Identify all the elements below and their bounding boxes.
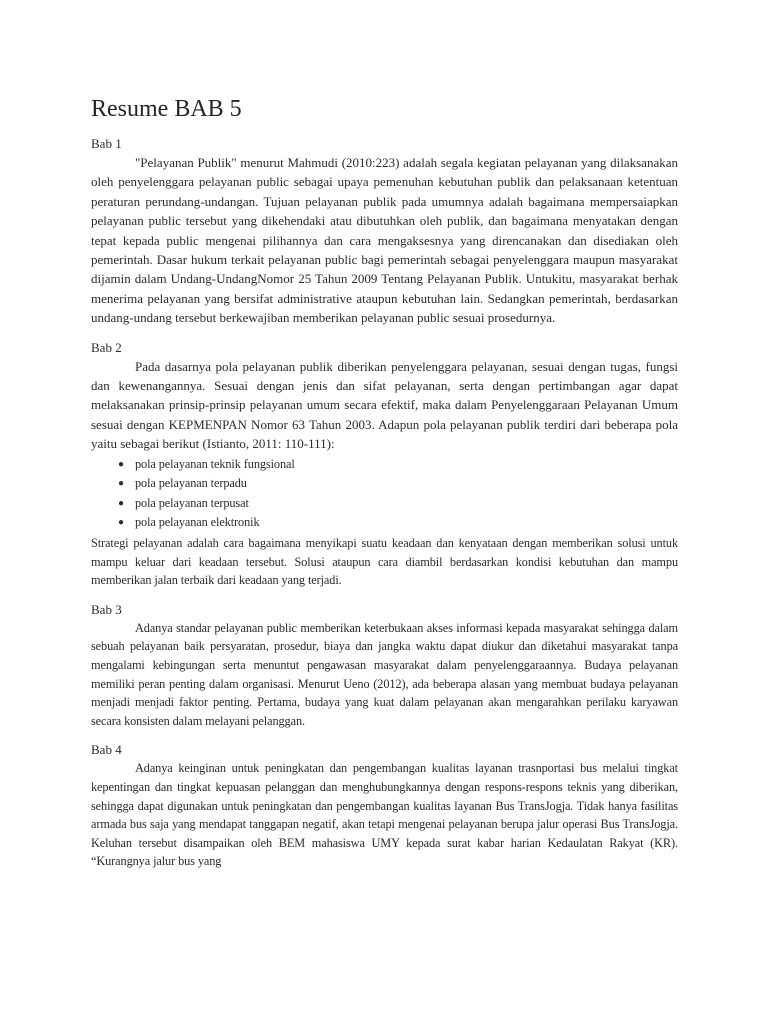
document-title: Resume BAB 5 (91, 96, 242, 122)
section-label: Bab 1 (91, 136, 122, 151)
bullet-icon: ● (118, 517, 124, 529)
document-page (91, 92, 678, 871)
bullet-icon: ● (118, 458, 124, 470)
paragraph: Pada dasarnya pola pelayanan publik diberikan penyelenggara pelayanan, sesuai dengan tugas, fungsi dan kewenangannya. Sesuai dengan jenis dan sifat pelayanan, serta dengan pertimbangan agar dapat melaksanakan prinsip-prinsip pelayanan umum secara efektif, maka dalam Penyelenggaraan Pelayanan Umum sesuai dengan KEPMENPAN Nomor 63 Tahun 2003. Adapun pola pelayanan publik terdiri dari beberapa pola yaitu sebagai berikut (Istianto, 2011: 110-111): (91, 358, 678, 452)
paragraph: "Pelayanan Publik" menurut Mahmudi (2010:223) adalah segala kegiatan pelayanan yang dilaksanakan oleh penyelenggara pelayanan public sebagai upaya pemenuhan kebutuhan publik dan pelaksanaan ketentuan peraturan perundang-undangan. Tujuan pelayanan publik pada umumnya adalah bagaimana mempersaiapkan pelayanan public tersebut yang dikehendaki atau dibutuhkan oleh publik, dan bagaimana menyatakan dengan tepat kepada public mengenai pilihannya dan cara mengaksesnya yang direncanakan dan disediakan oleh pemerintah. Dasar hukum terkait pelayanan public bagi pemerintah sebagai penyelenggara maupun masyarakat dijamin dalam Undang-UndangNomor 25 Tahun 2009 Tentang Pelayanan Publik. Untukitu, masyarakat berhak menerima pelayanan yang bersifat administrative ataupun kebutuhan lain. Sedangkan pemerintah, berdasarkan undang-undang tersebut berkewajiban memberikan pelayanan public sesuai prosedurnya. (91, 155, 678, 326)
list-item-text: pola pelayanan terpadu (135, 476, 247, 491)
bullet-icon: ● (118, 478, 124, 490)
list-item (118, 474, 678, 494)
bullet-list (91, 455, 678, 533)
list-item-text: pola pelayanan teknik fungsional (135, 456, 295, 471)
section-label: Bab 3 (91, 601, 122, 617)
section-bab-4 (91, 740, 678, 871)
list-item-text: pola pelayanan elektronik (135, 515, 260, 530)
paragraph: Adanya keinginan untuk peningkatan dan pengembangan kualitas layanan trasnportasi bus melalui tingkat kepentingan dan tingkat kepuasan pelanggan dan menghubungkannya dengan respons-respons teknis yang diberikan, sehingga dapat digunakan untuk peningkatan dan pengembangan kualitas layanan Bus TransJogja. Tidak hanya fasilitas armada bus saja yang mendapat tanggapan negatif, akan tetapi mengenai pelayanan berupa jalur operasi Bus TransJogja. Keluhan tersebut disampaikan oleh BEM mahasiswa UMY kepada surat kabar harian Kedaulatan Rakyat (KR). “Kurangnya jalur bus yang (91, 761, 678, 869)
section-bab-3 (91, 600, 678, 731)
bullet-icon: ● (118, 497, 124, 509)
section-label: Bab 2 (91, 339, 122, 355)
paragraph: Adanya standar pelayanan public memberikan keterbukaan akses informasi kepada masyarakat sehingga dalam sebuah pelayanan baik persyaratan, prosedur, biaya dan jangka waktu dapat diukur dan diketahui masyarakat tanpa mengalami kebingungan serta menuntut pengawasan masyarakat dalam penyelenggaraannya. Budaya pelayanan memiliki peran penting dalam organisasi. Menurut Ueno (2012), ada beberapa alasan yang membuat budaya pelayanan menjadi menjadi faktor penting. Pertama, budaya yang kuat dalam pelayanan akan mengarahkan perilaku karyawan secara konsisten dalam melayani pelanggan. (91, 620, 678, 728)
section-bab-2 (91, 338, 678, 590)
list-item (118, 513, 678, 533)
section-bab-1 (91, 134, 678, 328)
section-label: Bab 4 (91, 742, 122, 758)
list-item-text: pola pelayanan terpusat (135, 495, 249, 510)
paragraph: Strategi pelayanan adalah cara bagaimana menyikapi suatu keadaan dan kenyataan dengan memberikan solusi untuk mampu keluar dari keadaan tersebut. Solusi ataupun cara diambil berdasarkan kondisi kebutuhan dan mampu memberikan jalan terbaik dari keadaan yang terjadi. (91, 536, 678, 588)
list-item (118, 455, 678, 475)
list-item (118, 494, 678, 514)
